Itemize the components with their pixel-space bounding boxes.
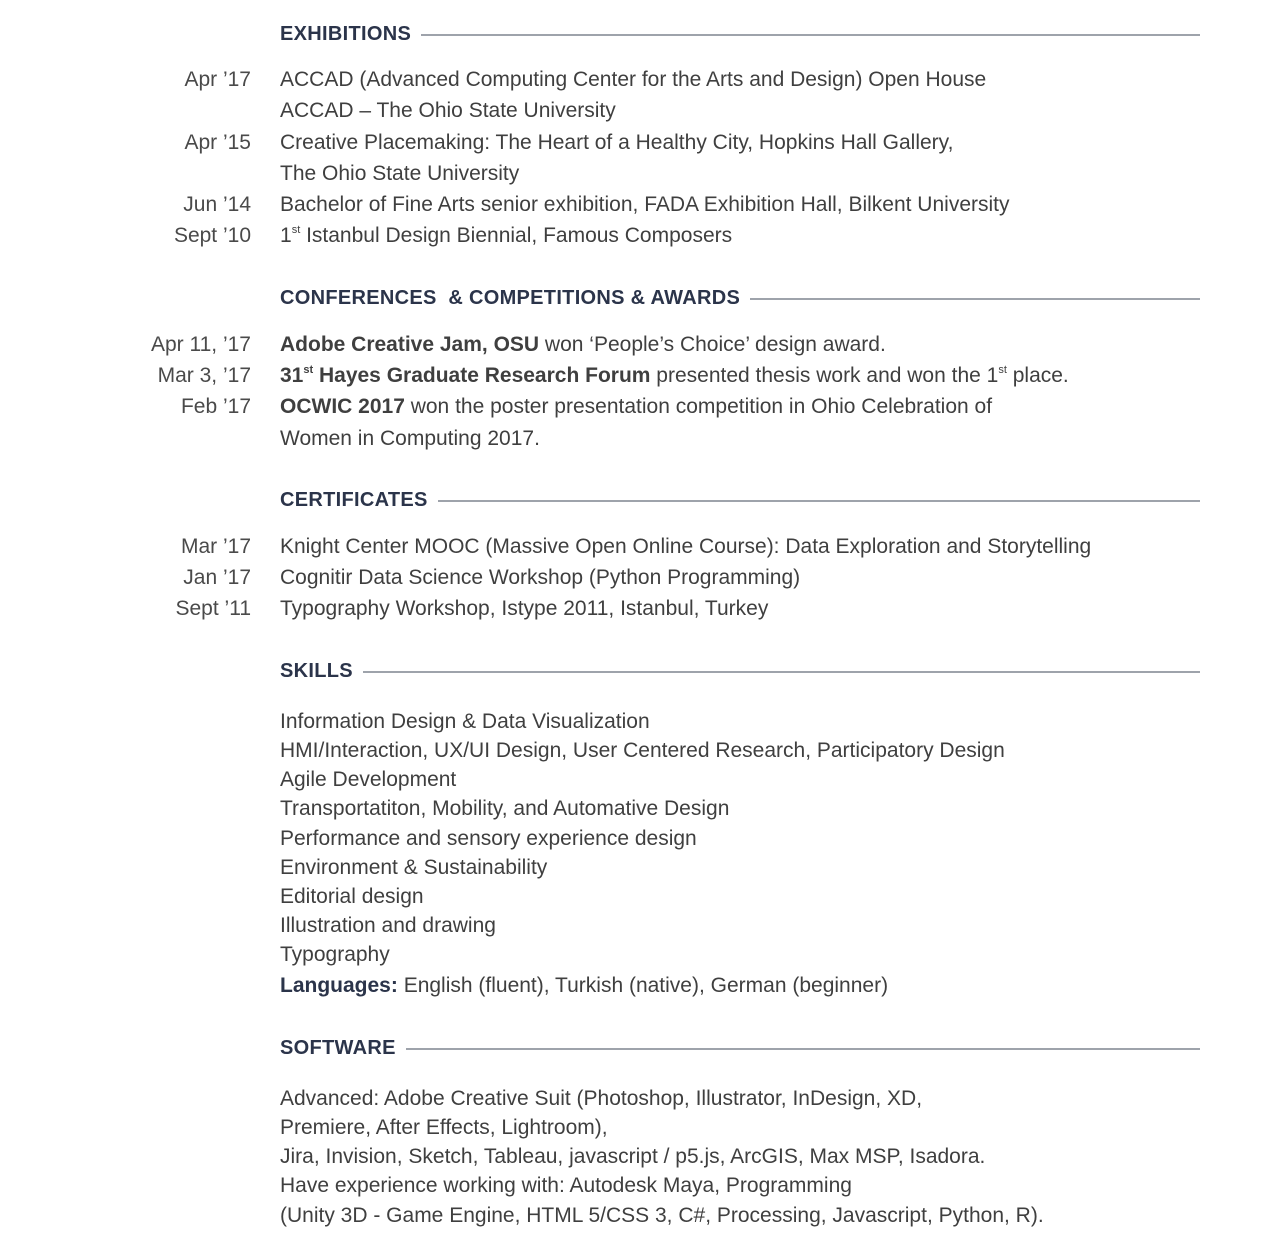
entry-date: Jun ’14 — [183, 193, 251, 216]
entry-text-rest: Istanbul Design Biennial, Famous Composers — [300, 224, 733, 247]
skill-item: Agile Development — [280, 768, 457, 791]
exhibitions-section-header — [280, 22, 1200, 46]
entry-text — [280, 220, 732, 251]
entry-title — [280, 364, 650, 387]
skill-item: Typography — [280, 943, 390, 966]
skills-heading: SKILLS — [280, 659, 353, 682]
software-line: (Unity 3D - Game Engine, HTML 5/CSS 3, C#, Processing, Javascript, Python, R). — [280, 1204, 1044, 1227]
entry-date: Mar 3, ’17 — [157, 364, 251, 387]
ordinal-suffix: st — [291, 224, 301, 236]
section-divider — [363, 671, 1200, 673]
skill-item: Performance and sensory experience design — [280, 827, 697, 850]
skill-item: Illustration and drawing — [280, 914, 496, 937]
entry-text: Typography Workshop, Istype 2011, Istanbul, Turkey — [280, 597, 769, 620]
entry-description: won ‘People’s Choice’ design award. — [539, 333, 886, 356]
entry-description-end: place. — [1006, 364, 1069, 387]
entry-text: Bachelor of Fine Arts senior exhibition, FADA Exhibition Hall, Bilkent University — [280, 193, 1010, 216]
entry-text: Knight Center MOOC (Massive Open Online Course): Data Exploration and Storytelling — [280, 535, 1092, 558]
entry-title: OCWIC 2017 — [280, 395, 405, 418]
entry-text: ACCAD – The Ohio State University — [280, 99, 616, 122]
entry-text: ACCAD (Advanced Computing Center for the Arts and Design) Open House — [280, 68, 987, 91]
entry-text — [280, 360, 1069, 391]
entry-text: The Ohio State University — [280, 162, 520, 185]
software-line: Jira, Invision, Sketch, Tableau, javascript / p5.js, ArcGIS, Max MSP, Isadora. — [280, 1145, 986, 1168]
skill-item: Environment & Sustainability — [280, 856, 548, 879]
entry-description: won the poster presentation competition in Ohio Celebration of — [404, 395, 993, 418]
entry-date: Apr 11, ’17 — [150, 333, 251, 356]
section-divider — [421, 34, 1200, 36]
software-line: Have experience working with: Autodesk Maya, Programming — [280, 1174, 852, 1197]
entry-text — [280, 391, 992, 422]
skill-item: Information Design & Data Visualization — [280, 710, 650, 733]
entry-date: Sept ’10 — [173, 224, 251, 247]
entry-text: Women in Computing 2017. — [280, 427, 540, 450]
languages-line — [280, 971, 888, 1000]
conferences-section-header — [280, 286, 1200, 310]
entry-date: Mar ’17 — [180, 535, 251, 558]
entry-text: Creative Placemaking: The Heart of a Healthy City, Hopkins Hall Gallery, — [280, 131, 954, 154]
skill-item: Editorial design — [280, 885, 424, 908]
software-section-header — [280, 1036, 1200, 1060]
section-divider — [750, 298, 1200, 300]
software-line: Advanced: Adobe Creative Suit (Photoshop, Illustrator, InDesign, XD, — [280, 1087, 923, 1110]
section-divider — [438, 500, 1200, 502]
ordinal-number: 31 — [280, 364, 304, 387]
entry-date: Sept ’11 — [175, 597, 251, 620]
skills-section-header — [280, 659, 1200, 683]
skill-item: Transportatiton, Mobility, and Automative Design — [280, 797, 730, 820]
ordinal-number: 1 — [280, 224, 292, 247]
conferences-heading: CONFERENCES & COMPETITIONS & AWARDS — [280, 286, 741, 309]
entry-date: Feb ’17 — [180, 395, 251, 418]
entry-description: presented thesis work and won the 1 — [650, 364, 999, 387]
entry-text — [280, 329, 886, 360]
entry-date: Apr ’15 — [184, 131, 251, 154]
exhibitions-heading: EXHIBITIONS — [280, 22, 412, 45]
entry-date: Apr ’17 — [184, 68, 251, 91]
languages-label: Languages: — [280, 974, 398, 997]
entry-title-rest: Hayes Graduate Research Forum — [313, 364, 651, 387]
section-divider — [406, 1048, 1200, 1050]
languages-value: English (fluent), Turkish (native), German (beginner) — [397, 974, 889, 997]
software-heading: SOFTWARE — [280, 1036, 396, 1059]
entry-date: Jan ’17 — [183, 566, 251, 589]
software-line: Premiere, After Effects, Lightroom), — [280, 1116, 608, 1139]
skill-item: HMI/Interaction, UX/UI Design, User Centered Research, Participatory Design — [280, 739, 1005, 762]
entry-title: Adobe Creative Jam, OSU — [280, 333, 540, 356]
ordinal-suffix: st — [998, 364, 1007, 376]
ordinal-suffix: st — [303, 364, 314, 376]
entry-text: Cognitir Data Science Workshop (Python Programming) — [280, 566, 801, 589]
certificates-heading: CERTIFICATES — [280, 488, 428, 511]
certificates-section-header — [280, 488, 1200, 512]
